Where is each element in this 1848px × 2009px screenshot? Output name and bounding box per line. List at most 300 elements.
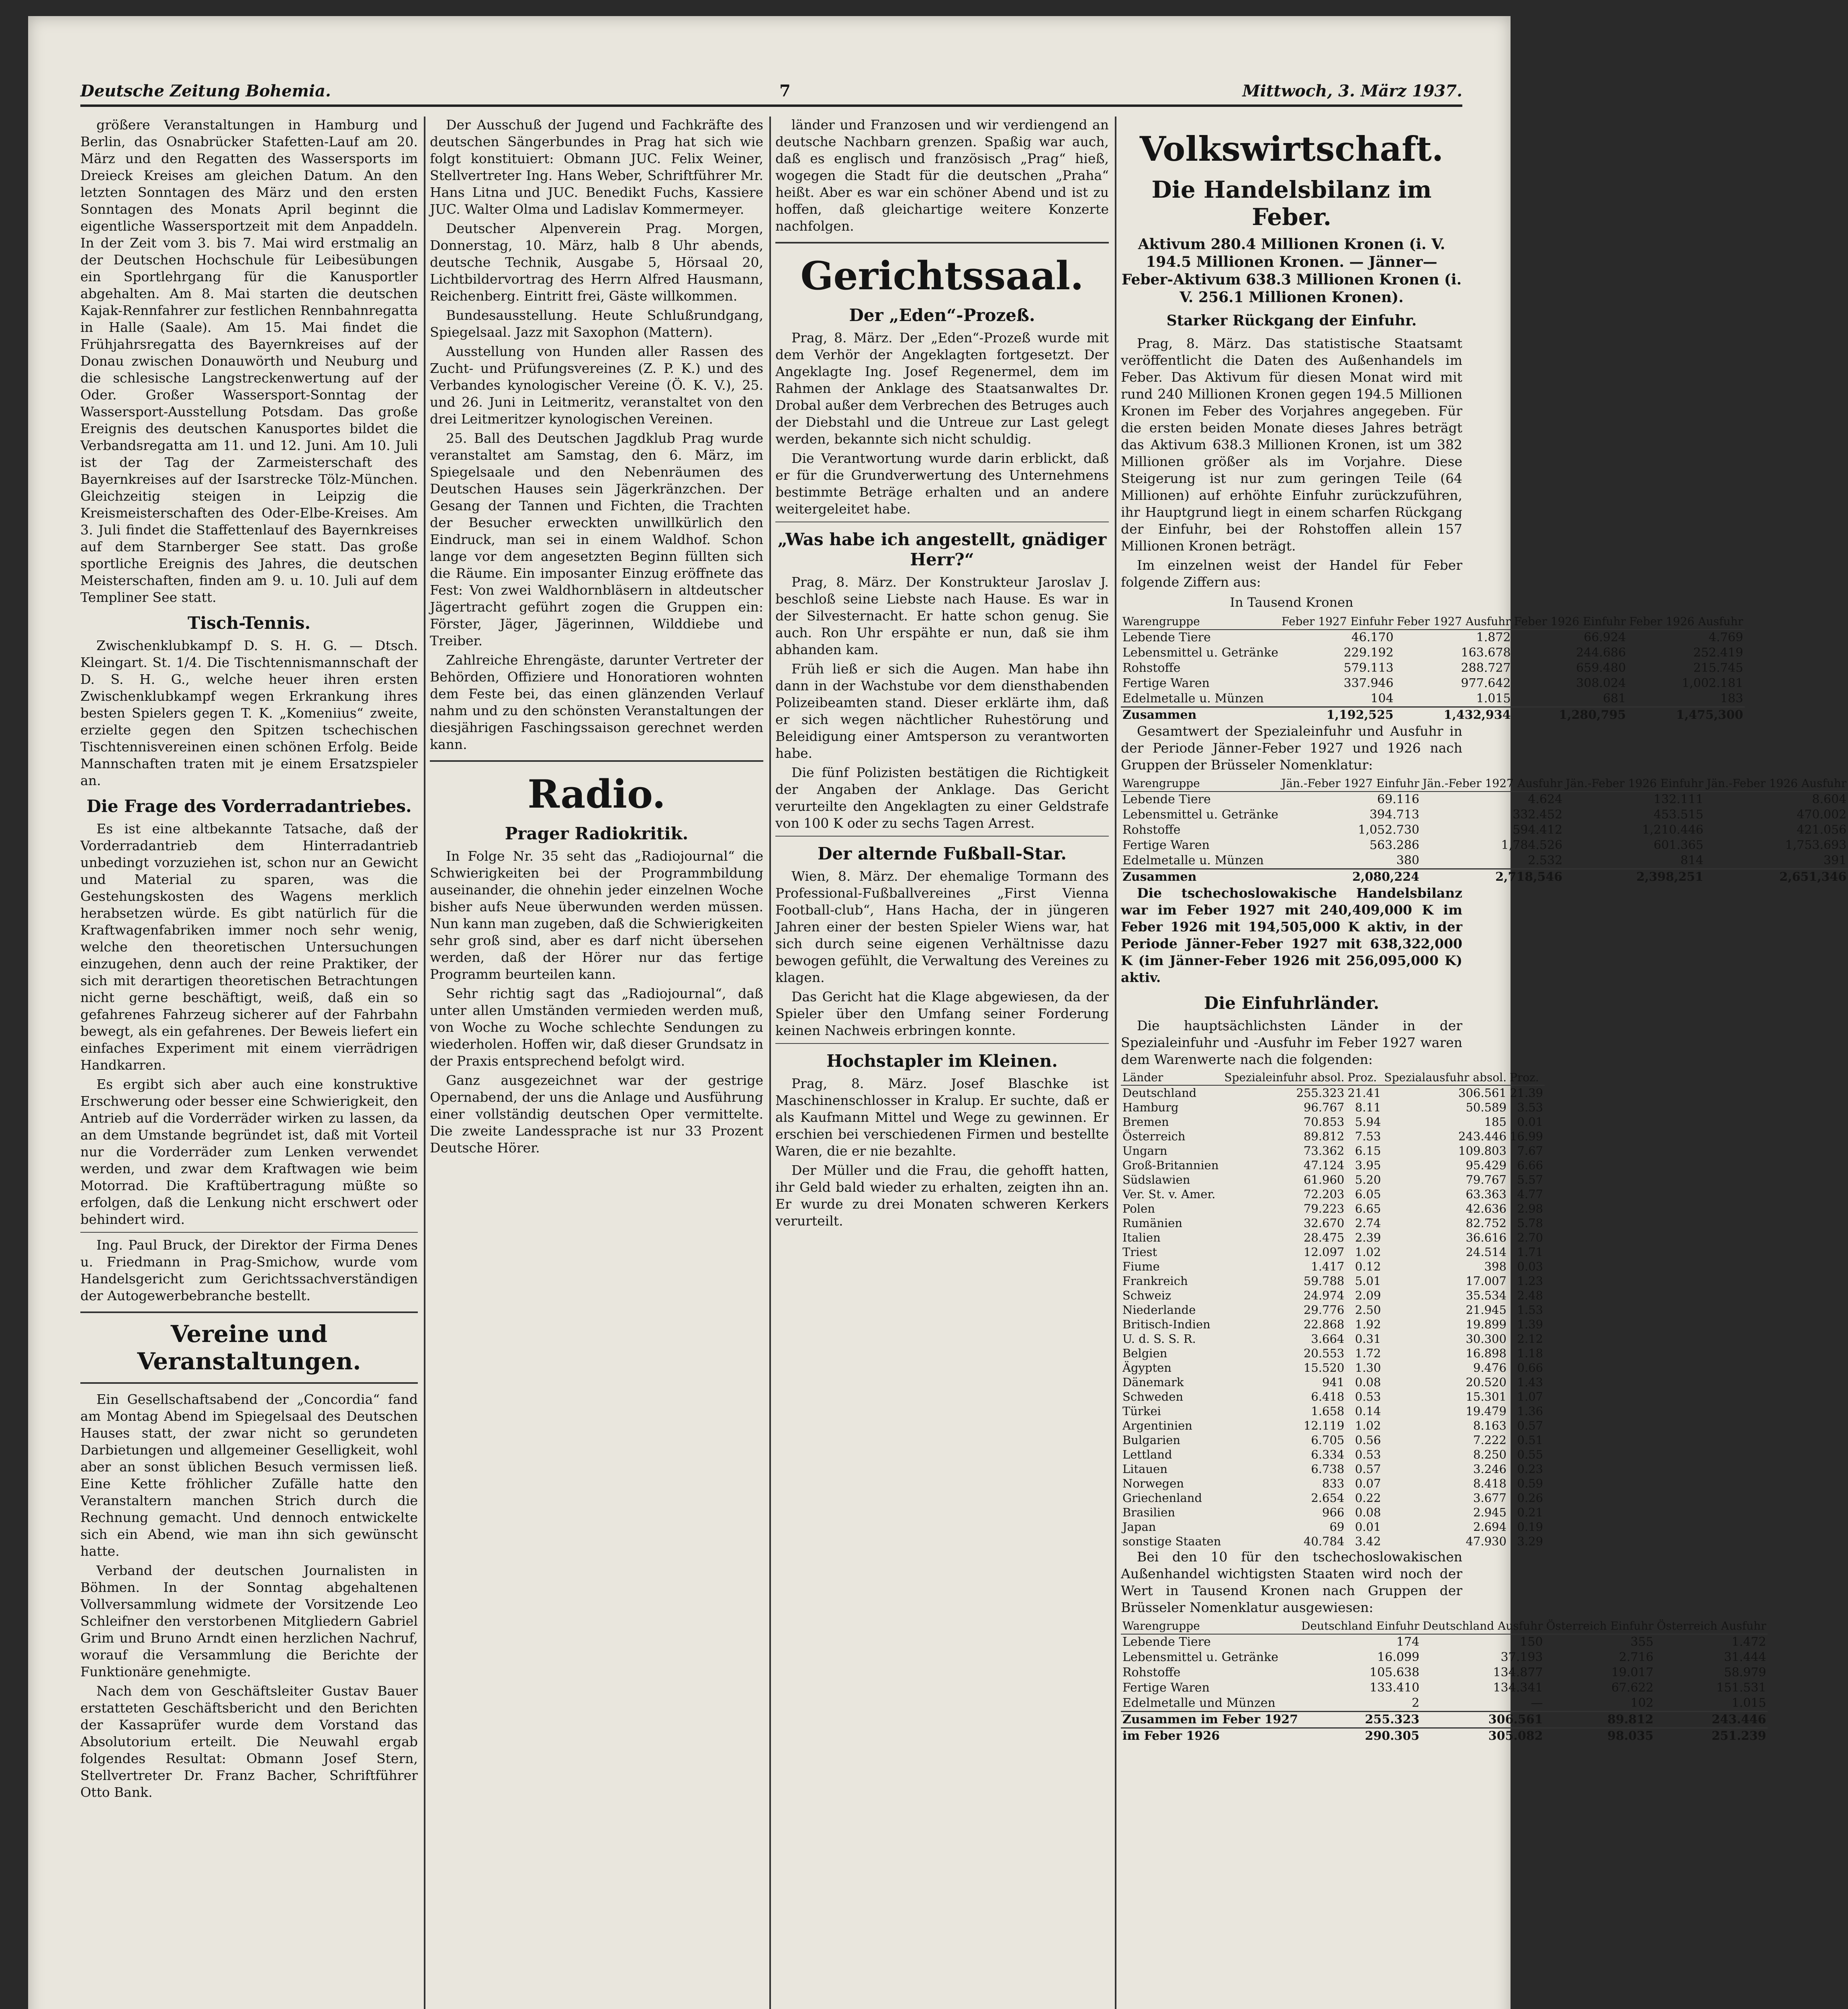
table-cell: 579.113 xyxy=(1343,661,1394,675)
table-cell: 32.670 xyxy=(1303,1216,1345,1230)
table-row xyxy=(1121,1505,1545,1520)
table-cell: 306.561 xyxy=(1421,1712,1544,1728)
table-cell: 0.51 xyxy=(1517,1433,1543,1447)
table-cell: Lebende Tiere xyxy=(1122,630,1211,644)
table-cell: 46.170 xyxy=(1351,630,1394,644)
paragraph: größere Veranstaltungen in Hamburg und Berlin, das Osnabrücker Stafetten-Lauf am 20. März und den Regatten des Wassersports im Dreieck Kreises am gleichen Datum. An den letzten Sonntagen des März und den ersten Sonntagen des Monats April beginnt die eigentliche Wassersportzeit mit dem Anpaddeln. In der Zeit vom 3. bis 7. Mai wird erstmalig an der Deutschen Hochschule für Leibesübungen ein Sportlehrgang für die Kanusportler abgehalten. Am 8. Mai starten die deutschen Kajak-Rennfahrer zur festlichen Rennbahnregatta in Halle (Saale). Am 15. Mai findet die Frühjahrsregatta des Bayernkreises auf der Donau zwischen Donauwörth und Neuburg und die schlesische Langstreckenwertung auf der Oder. Großer Wassersport-Sonntag der Wassersport-Ausstellung Potsdam. Das große Ereignis des deutschen Kanusportes bildet die Verbandsregatta am 11. und 12. Juni. Am 10. Juli ist der Tag der Zarmeisterschaft des Bayernkreises auf der Isarstrecke Tölz-München. Gleichzeitig steigen in Leipzig die Kreismeisterschaften des Oder-Elbe-Kreises. Am 3. Juli findet die Staffettenlauf des Bayernkreises auf dem Starnberger See statt. Das große sportliche Ereignis des Jahres, die deutschen Meisterschaften, finden am 9. u. 10. Juli auf dem Templiner See statt. xyxy=(80,117,418,605)
paragraph: Prag, 8. März. Der „Eden“-Prozeß wurde mit dem Verhör der Angeklagten fortgesetzt. Der Angeklagte Ing. Josef Regenermel, dem im Rahmen der Anklage des Staatsanwaltes Dr. Drobal außer dem Verbrechen des Betruges auch der Diebstahl und die Untreue zur Last gelegt werden, bekannte sich nicht schuldig. xyxy=(775,330,1109,447)
table-cell: 3.42 xyxy=(1355,1534,1381,1548)
table-cell: 17.007 xyxy=(1466,1274,1507,1288)
paragraph: Bundesausstellung. Heute Schlußrundgang, Spiegelsaal. Jazz mit Saxophon (Mattern). xyxy=(430,307,763,340)
table-cell: 0.55 xyxy=(1517,1448,1543,1461)
table-cell: Edelmetalle u. Münzen xyxy=(1122,691,1264,706)
table-cell: 6.334 xyxy=(1311,1448,1345,1461)
table-cell: 5.01 xyxy=(1355,1274,1381,1288)
table-cell: 355 xyxy=(1630,1635,1654,1649)
table-row xyxy=(1121,1680,1768,1696)
column-4 xyxy=(1121,117,1847,2009)
table-cell: 0.08 xyxy=(1355,1375,1381,1389)
table-cell: 1.71 xyxy=(1517,1245,1543,1259)
table-cell: 21.39 xyxy=(1509,1086,1543,1100)
paragraph: Prag, 8. März. Josef Blaschke ist Maschinenschlosser in Kralup. Er suchte, daß er als Kaufmann Mittel und Wege zu gewinnen. Er erschien bei verschiedenen Firmen und bestellte Waren, die er nie bezahlte. xyxy=(775,1076,1109,1159)
table-cell: 7.67 xyxy=(1517,1144,1543,1158)
article-heading-was-habe-ich: „Was habe ich angestellt, gnädiger Herr?“ xyxy=(777,530,1107,569)
table-cell: Zusammen im Feber 1927 xyxy=(1121,1712,1300,1728)
table-row xyxy=(1121,1433,1545,1447)
table-cell: 2,718,546 xyxy=(1421,869,1564,885)
table-cell: 98.035 xyxy=(1545,1728,1655,1744)
table-cell: 6.705 xyxy=(1311,1433,1345,1447)
table-cell: 0.07 xyxy=(1355,1477,1381,1490)
table-cell: 0.23 xyxy=(1517,1462,1543,1476)
column-1 xyxy=(80,117,418,2009)
table-cell: 1.39 xyxy=(1517,1318,1543,1331)
table-cell: 151.531 xyxy=(1716,1681,1766,1695)
table-row xyxy=(1121,1665,1768,1680)
table-cell: Deutschland xyxy=(1122,1086,1197,1100)
table-cell: 30.300 xyxy=(1466,1332,1507,1346)
table-row xyxy=(1121,1462,1545,1476)
column-rule xyxy=(424,117,425,2009)
table-cell: 102 xyxy=(1630,1696,1654,1710)
table-cell: 69.116 xyxy=(1377,792,1420,806)
table-row xyxy=(1121,1216,1545,1230)
paragraph: Die tschechoslowakische Handelsbilanz war im Feber 1927 mit 240,409,000 K im Feber 1926 mit 194,505,000 K aktiv, in der Periode Jänner-Feber 1927 mit 638,322,000 K (im Jänner-Feber 1926 mit 256,095,000 K) aktiv. xyxy=(1121,885,1462,985)
divider xyxy=(80,1232,418,1233)
table-cell: 15.520 xyxy=(1303,1361,1345,1375)
table-cell: 563.286 xyxy=(1369,838,1420,852)
table-cell: Rohstoffe xyxy=(1122,823,1181,837)
paragraph: Verband der deutschen Journalisten in Böhmen. In der Sonntag abgehaltenen Vollversammlung widmete der Vorsitzende Leo Schleifner den verstorbenen Mitgliedern Gabriel Grim und Bruno Arndt einen herzlichen Nachruf, worauf die Versammlung die Berichte der Funktionäre genehmigte. xyxy=(80,1563,418,1680)
paragraph: Ein Gesellschaftsabend der „Concordia“ fand am Montag Abend im Spiegelsaal des Deutschen Hauses statt, der zwar nicht so gerundeten Darbietungen und allgemeiner Geselligkeit, wohl aber an sonst üblichen Besuch vermissen ließ. Eine Kette fröhlicher Zufälle hatte den Veranstaltern manchen Strich durch die Rechnung gemacht. Und dennoch entwickelte sich ein Abend, wie man ihn sich gewünscht hatte. xyxy=(80,1391,418,1559)
table-header-cell: Jän.-Feber 1927 Einfuhr xyxy=(1280,776,1421,792)
table-cell: 2 xyxy=(1412,1696,1420,1710)
table-cell: 659.480 xyxy=(1576,661,1626,675)
divider xyxy=(430,760,763,762)
table-row xyxy=(1121,1520,1545,1534)
table-cell: Edelmetalle und Münzen xyxy=(1122,1696,1276,1710)
table-row xyxy=(1121,1534,1545,1549)
table-cell: Japan xyxy=(1122,1520,1156,1534)
table-cell: 20.553 xyxy=(1303,1346,1345,1360)
table-cell: 394.713 xyxy=(1369,808,1420,822)
table-cell: 306.561 xyxy=(1458,1086,1507,1100)
table-cell: 1.30 xyxy=(1355,1361,1381,1375)
table-row xyxy=(1121,1650,1768,1665)
table-cell: 3.677 xyxy=(1473,1491,1507,1505)
table-cell: 977.642 xyxy=(1461,676,1511,690)
table-cell: 3.29 xyxy=(1517,1534,1543,1548)
table-cell: 19.899 xyxy=(1466,1318,1507,1331)
table-cell: 1,002.181 xyxy=(1682,676,1744,690)
table-cell: Polen xyxy=(1122,1202,1155,1215)
table-cell: 95.429 xyxy=(1466,1158,1507,1172)
article-heading-eden: Der „Eden“-Prozeß. xyxy=(849,305,1035,325)
table-cell: 290.305 xyxy=(1300,1728,1421,1744)
table-cell: 8.604 xyxy=(1812,792,1847,806)
table-cell: 6.65 xyxy=(1355,1202,1381,1215)
table-cell: Griechenland xyxy=(1122,1491,1202,1505)
paragraph: Im einzelnen weist der Handel für Feber folgende Ziffern aus: xyxy=(1121,557,1462,590)
paragraph: Es ist eine altbekannte Tatsache, daß der Vorderradantrieb dem Hinterradantrieb unbedingt vorzuziehen ist, schon nur an Gewicht und Material zu sparen, was die Gestehungskosten des Wagens merklich herabsetzen würde. Es gibt natürlich für die Kraftwagenfabriken immer noch sehr wenig, welche den theoretischen Untersuchungen einzugehen, denn auch der reine Praktiker, der sich mit derartigen theoretischen Betrachtungen nicht gerne beschäftigt, weiß, daß ein so gefahrenes Fahrzeug sicherer auf der Fahrbahn bewegt, als ein gefahrenes. Der Beweis liefert ein einfaches Experiment mit einem vierrädrigen Handkarren. xyxy=(80,821,418,1073)
table-cell: 0.19 xyxy=(1517,1520,1543,1534)
table-cell: Frankreich xyxy=(1122,1274,1188,1288)
table-cell: 5.20 xyxy=(1355,1173,1381,1187)
table-cell: 1.43 xyxy=(1517,1375,1543,1389)
paragraph: Ganz ausgezeichnet war der gestrige Opernabend, der uns die Anlage und Ausführung einer vollständig deutschen Oper vermittelte. Die zweite Landessprache ist nur 33 Prozent Deutsche Hörer. xyxy=(430,1072,763,1156)
table-row xyxy=(1121,1158,1545,1172)
issue-date: Mittwoch, 3. März 1937. xyxy=(1242,82,1462,100)
table-cell: 21.945 xyxy=(1466,1303,1507,1317)
paragraph: Ausstellung von Hunden aller Rassen des Zucht- und Prüfungsvereines (Z. P. K.) und des Verbandes kynologischer Vereine (Ö. K. V.), 25. und 26. Juni in Leitmeritz, veranstaltet von den drei Leitmeritzer kynologischen Vereinen. xyxy=(430,344,763,427)
table-cell: 66.924 xyxy=(1584,630,1626,644)
table-cell: 1.417 xyxy=(1311,1260,1345,1273)
paragraph: Nach dem von Geschäftsleiter Gustav Bauer erstatteten Geschäftsbericht und den Berichten der Kassaprüfer wurde dem Vorstand das Absolutorium erteilt. Die Neuwahl ergab folgendes Resultat: Obmann Josef Stern, Stellvertreter Dr. Franz Bacher, Schriftführer Otto Bank. xyxy=(80,1683,418,1800)
table-cell: 255.323 xyxy=(1296,1086,1345,1100)
article-sublead: Starker Rückgang der Einfuhr. xyxy=(1166,312,1417,329)
table-cell: 1.36 xyxy=(1517,1404,1543,1418)
table-cell: 8.418 xyxy=(1473,1477,1507,1490)
table-cell: 0.08 xyxy=(1355,1506,1381,1519)
section-heading-volkswirtschaft: Volkswirtschaft. xyxy=(1139,129,1444,169)
table-header-cell: Jän.-Feber 1927 Ausfuhr xyxy=(1421,776,1564,792)
table-total-row xyxy=(1121,1728,1768,1744)
table-cell: 681 xyxy=(1603,691,1626,706)
table-cell: 73.362 xyxy=(1303,1144,1345,1158)
table-cell: 966 xyxy=(1322,1506,1345,1519)
table-cell: 4.769 xyxy=(1709,630,1744,644)
table-row xyxy=(1121,1375,1545,1389)
table-cell: Lebensmittel u. Getränke xyxy=(1122,808,1279,822)
table-cell: 1.015 xyxy=(1731,1696,1766,1710)
table-cell: 47.930 xyxy=(1466,1534,1507,1548)
table-cell: Hamburg xyxy=(1122,1101,1179,1114)
divider xyxy=(775,1043,1109,1044)
table-cell: 67.622 xyxy=(1611,1681,1654,1695)
table-cell: 5.78 xyxy=(1517,1216,1543,1230)
table-cell: 288.727 xyxy=(1461,661,1511,675)
table-cell: Niederlande xyxy=(1122,1303,1196,1317)
table-row xyxy=(1121,1491,1545,1505)
table-cell: 0.03 xyxy=(1517,1260,1543,1273)
table-row xyxy=(1121,630,1745,645)
table-cell: Bremen xyxy=(1122,1115,1169,1129)
table-cell: 0.21 xyxy=(1517,1506,1543,1519)
article-heading-fussball: Der alternde Fußball-Star. xyxy=(818,844,1067,863)
table-cell: 0.01 xyxy=(1517,1115,1543,1129)
table-cell: 421.056 xyxy=(1797,823,1847,837)
table-cell: 215.745 xyxy=(1693,661,1744,675)
divider xyxy=(775,242,1109,243)
table-cell: Ägypten xyxy=(1122,1361,1171,1375)
paragraph: Die Verantwortung wurde darin erblickt, daß er für die Grundverwertung des Unternehmens bestimmte Beträge erhalten und an andere weitergeleitet habe. xyxy=(775,450,1109,517)
table-cell: 1,052.730 xyxy=(1358,823,1420,837)
table-cell: 183 xyxy=(1720,691,1744,706)
table-row xyxy=(1121,676,1745,691)
paragraph: Ing. Paul Bruck, der Direktor der Firma Denes u. Friedmann in Prag-Smichow, wurde vom Handelsgericht zum Gerichtssachverständigen der Autogewerbebranche bestellt. xyxy=(80,1237,418,1303)
table-cell: Argentinien xyxy=(1122,1419,1192,1432)
table-cell: 255.323 xyxy=(1300,1712,1421,1728)
table-cell: 19.017 xyxy=(1611,1665,1654,1680)
table-cell: 2.945 xyxy=(1473,1506,1507,1519)
table-row xyxy=(1121,661,1745,676)
table-cell: 79.767 xyxy=(1466,1173,1507,1187)
table-row xyxy=(1121,1100,1545,1115)
table-cell: 37.193 xyxy=(1500,1650,1543,1664)
table-cell: 3.53 xyxy=(1517,1101,1543,1114)
article-lead: Aktivum 280.4 Millionen Kronen (i. V. 194.5 Millionen Kronen. — Jänner—Feber-Aktivum 638.3 Millionen Kronen (i. V. 256.1 Millionen Kronen). xyxy=(1121,236,1462,306)
table-cell: 79.223 xyxy=(1303,1202,1345,1215)
table-cell: 2.716 xyxy=(1619,1650,1654,1664)
table-cell: 601.365 xyxy=(1654,838,1704,852)
table-row xyxy=(1121,1274,1545,1288)
table-cell: 337.946 xyxy=(1343,676,1394,690)
paragraph: Sehr richtig sagt das „Radiojournal“, daß unter allen Umständen vermieden werden muß, von Woche zu Woche schlechte Sendungen zu wiederholen. Hoffen wir, daß dieser Grundsatz in der Praxis entsprechend befolgt wird. xyxy=(430,986,763,1069)
newspaper-name: Deutsche Zeitung Bohemia. xyxy=(80,82,331,100)
table-cell: — xyxy=(1531,1696,1543,1710)
paragraph: Der Müller und die Frau, die gehofft hatten, ihr Geld bald wieder zu erhalten, zeigten ihn an. Er wurde zu drei Monaten schweren Kerkers verurteilt. xyxy=(775,1162,1109,1229)
table-caption: In Tausend Kronen xyxy=(1230,595,1353,610)
table-cell: 16.099 xyxy=(1377,1650,1420,1664)
table-header-cell: Warengruppe xyxy=(1121,776,1280,792)
paragraph: Prag, 8. März. Das statistische Staatsamt veröffentlicht die Daten des Außenhandels im Feber. Das Aktivum für diesen Monat wird mit rund 240 Millionen Kronen gegen 194.5 Millionen Kronen im Feber des Vorjahres angegeben. Für die ersten beiden Monate dieses Jahres beträgt das Aktivum 638.3 Millionen Kronen, ist um 382 Millionen größer als im Vorjahre. Diese Steigerung ist nur zum geringen Teile (64 Millionen) auf erhöhte Einfuhr zurückzuführen, ihr Hauptgrund liegt in einem scharfen Rückgang der Einfuhr, bei der Rohstoffen allein 157 Millionen Kronen beträgt. xyxy=(1121,336,1462,554)
column-rule xyxy=(769,117,771,2009)
page-header xyxy=(80,76,1462,107)
table-row xyxy=(1121,1085,1545,1100)
table-row xyxy=(1121,1172,1545,1187)
table-cell: Rohstoffe xyxy=(1122,1665,1181,1680)
table-cell: 58.979 xyxy=(1724,1665,1766,1680)
table-cell: 2.09 xyxy=(1355,1289,1381,1302)
table-cell: 2,080,224 xyxy=(1280,869,1421,885)
table-cell: 941 xyxy=(1322,1375,1345,1389)
table-row xyxy=(1121,1187,1545,1201)
table-cell: 29.776 xyxy=(1303,1303,1345,1317)
table-row xyxy=(1121,1115,1545,1129)
table-cell: 8.11 xyxy=(1355,1101,1381,1114)
table-cell: Lettland xyxy=(1122,1448,1172,1461)
paragraph: Bei den 10 für den tschechoslowakischen Außenhandel wichtigsten Staaten wird noch der Wert in Tausend Kronen nach Gruppen der Brüsseler Nomenklatur ausgewiesen: xyxy=(1121,1549,1462,1615)
table-cell: 185 xyxy=(1484,1115,1507,1129)
table-cell: 2.98 xyxy=(1517,1202,1543,1215)
table-cell: 174 xyxy=(1396,1635,1420,1649)
table-row xyxy=(1121,1476,1545,1491)
table-cell: 89.812 xyxy=(1303,1129,1345,1143)
table-cell: 1,753.693 xyxy=(1785,838,1847,852)
table-cell: 20.520 xyxy=(1466,1375,1507,1389)
table-row xyxy=(1121,1389,1545,1404)
table-cell: 9.476 xyxy=(1473,1361,1507,1375)
table-cell: 2.74 xyxy=(1355,1216,1381,1230)
table-cell: 6.418 xyxy=(1311,1390,1345,1403)
table-row xyxy=(1121,1696,1768,1712)
column-2 xyxy=(430,117,763,2009)
paragraph: Die hauptsächlichsten Länder in der Spezialeinfuhr und -Ausfuhr im Feber 1927 waren dem Warenwerte nach die folgenden: xyxy=(1121,1018,1462,1067)
divider xyxy=(80,1311,418,1313)
table-cell: Fertige Waren xyxy=(1122,838,1210,852)
paragraph: Zwischenklubkampf D. S. H. G. — Dtsch. Kleingart. St. 1/4. Die Tischtennismannschaft der D. S. H. G., welche heuer ihren ersten Zwischenklubkampf wegen Erkrankung ihres besten Spielers gegen T. K. „Komeniius“ zweite, erzielte gegen den Spitzen tschechischen Tischtennisvereinen einen schönen Erfolg. Beide Mannschaften traten mit je einem Ersatzspieler an. xyxy=(80,638,418,788)
table-cell: 31.444 xyxy=(1724,1650,1766,1664)
table-cell: 82.752 xyxy=(1466,1216,1507,1230)
table-header-cell: Proz. xyxy=(1346,1070,1382,1085)
table-cell: 243.446 xyxy=(1655,1712,1768,1728)
table-cell: sonstige Staaten xyxy=(1122,1534,1221,1548)
table-row xyxy=(1121,1129,1545,1144)
table-header-cell: Österreich Ausfuhr xyxy=(1655,1618,1768,1634)
table-cell: 133.410 xyxy=(1370,1681,1420,1695)
paragraph: Das Gericht hat die Klage abgewiesen, da der Spieler über den Umfang seiner Forderung keinen Nachweis erbringen konnte. xyxy=(775,989,1109,1038)
paragraph: Gesamtwert der Spezialeinfuhr und Ausfuhr in der Periode Jänner-Feber 1927 und 1926 nach Gruppen der Brüsseler Nomenklatur: xyxy=(1121,723,1462,773)
table-cell: Belgien xyxy=(1122,1346,1167,1360)
table-cell: 72.203 xyxy=(1303,1187,1345,1201)
table-cell: 0.53 xyxy=(1355,1390,1381,1403)
table-cell: 63.363 xyxy=(1466,1187,1507,1201)
table-cell: 8.250 xyxy=(1473,1448,1507,1461)
table-cell: Groß-Britannien xyxy=(1122,1158,1219,1172)
table-row xyxy=(1121,1201,1545,1216)
table-cell: 89.812 xyxy=(1545,1712,1655,1728)
section-heading-tischtennis: Tisch-Tennis. xyxy=(188,613,311,633)
section-heading-vereine: Vereine und Veranstaltungen. xyxy=(137,1320,361,1375)
table-cell: 2,398,251 xyxy=(1564,869,1705,885)
table-cell: 1.015 xyxy=(1476,691,1511,706)
table-cell: 134.341 xyxy=(1493,1681,1543,1695)
table-cell: 7.222 xyxy=(1473,1433,1507,1447)
table-header-cell: Feber 1926 Einfuhr xyxy=(1513,614,1628,630)
table-row xyxy=(1121,1447,1545,1462)
paragraph: Wien, 8. März. Der ehemalige Tormann des Professional-Fußballvereines „First Vienna Football-club“, Hans Hacha, der in jüngeren Jahren einer der besten Spieler Wiens war, hat sich durch seine eigenen Verhältnisse dazu bewogen gefühlt, die Verwaltung des Vereines zu klagen. xyxy=(775,868,1109,985)
table-cell: 24.974 xyxy=(1303,1289,1345,1302)
table-row xyxy=(1121,1259,1545,1274)
table-cell: U. d. S. S. R. xyxy=(1122,1332,1196,1346)
table-cell: 1,784.526 xyxy=(1501,838,1563,852)
table-cell: 150 xyxy=(1520,1635,1543,1649)
table-cell: Zusammen xyxy=(1121,869,1280,885)
table-cell: 814 xyxy=(1680,853,1704,867)
table-cell: 61.960 xyxy=(1303,1173,1345,1187)
table-cell: 1.23 xyxy=(1517,1274,1543,1288)
table-row xyxy=(1121,822,1848,838)
trade-table-feber xyxy=(1121,614,1745,723)
table-cell: 0.57 xyxy=(1355,1462,1381,1476)
table-cell: 833 xyxy=(1322,1477,1345,1490)
paragraph: Früh ließ er sich die Augen. Man habe ihn dann in der Wachstube vor dem diensthabenden Polizeibeamten stand. Dieser erklärte ihm, daß er sich wegen nächtlicher Ruhestörung und Beleidigung einer Amtsperson zu verantworten habe. xyxy=(775,661,1109,761)
paragraph: In Folge Nr. 35 seht das „Radiojournal“ die Schwierigkeiten bei der Programmbildung auseinander, die ohnehin jeder einzelnen Woche bisher aufs Neue überwunden werden müssen. Nun kann man zugeben, daß die Schwierigkeiten sehr groß sind, aber es darf nicht übersehen werden, daß der Hörer nur das fertige Programm beurteilen kann. xyxy=(430,848,763,982)
table-cell: Ungarn xyxy=(1122,1144,1167,1158)
table-cell: 251.239 xyxy=(1655,1728,1768,1744)
table-cell: 2.12 xyxy=(1517,1332,1543,1346)
table-cell: 6.738 xyxy=(1311,1462,1345,1476)
table-header-cell: Feber 1927 Ausfuhr xyxy=(1395,614,1513,630)
table-cell: Schweiz xyxy=(1122,1289,1171,1302)
table-cell: 59.788 xyxy=(1303,1274,1345,1288)
table-cell: Lebensmittel u. Getränke xyxy=(1122,646,1279,660)
table-header-cell: Länder xyxy=(1121,1070,1222,1085)
divider xyxy=(775,836,1109,837)
table-cell: 5.94 xyxy=(1355,1115,1381,1129)
table-cell: 308.024 xyxy=(1576,676,1626,690)
table-cell: 2.50 xyxy=(1355,1303,1381,1317)
table-row xyxy=(1121,1404,1545,1418)
table-cell: 332.452 xyxy=(1513,808,1563,822)
table-cell: Lebende Tiere xyxy=(1122,792,1211,806)
table-cell: Edelmetalle u. Münzen xyxy=(1122,853,1264,867)
table-cell: 1,210.446 xyxy=(1642,823,1704,837)
table-header-cell: Jän.-Feber 1926 Ausfuhr xyxy=(1705,776,1848,792)
paragraph: Es ergibt sich aber auch eine konstruktive Erschwerung oder besser eine Schwierigkeit, den Antrieb auf die Vorderräder wirken zu lassen, da an dem Umstande begründet ist, daß mit Vorteil nur die Vorderräder zum Lenken verwendet werden, und zwar dem Kraftwagen wie beim Motorrad. Die Kraftübertragung müßte so erfolgen, daß die Lenkung nicht erschwert oder behindert wird. xyxy=(80,1076,418,1227)
table-cell: 42.636 xyxy=(1466,1202,1507,1215)
table-cell: 0.26 xyxy=(1517,1491,1543,1505)
table-cell: 16.99 xyxy=(1509,1129,1543,1143)
table-cell: 2.532 xyxy=(1528,853,1563,867)
table-cell: 96.767 xyxy=(1303,1101,1345,1114)
table-row xyxy=(1121,807,1848,822)
table-cell: 15.301 xyxy=(1466,1390,1507,1403)
table-cell: 4.77 xyxy=(1517,1187,1543,1201)
table-cell: Schweden xyxy=(1122,1390,1184,1403)
countries-table xyxy=(1121,1070,1545,1549)
column-3 xyxy=(775,117,1109,2009)
table-cell: 305.082 xyxy=(1421,1728,1544,1744)
table-cell: Lebensmittel u. Getränke xyxy=(1122,1650,1279,1664)
table-total-row xyxy=(1121,1712,1768,1728)
section-heading-gerichtssaal: Gerichtssaal. xyxy=(800,253,1084,299)
newspaper-page xyxy=(28,16,1847,2009)
table-row xyxy=(1121,853,1848,869)
table-cell: im Feber 1926 xyxy=(1121,1728,1300,1744)
divider xyxy=(80,1382,418,1384)
table-cell: 12.097 xyxy=(1303,1245,1345,1259)
table-cell: 380 xyxy=(1396,853,1420,867)
table-cell: 1.472 xyxy=(1731,1635,1766,1649)
paragraph: Prag, 8. März. Der Konstrukteur Jaroslav J. beschloß seine Liebste nach Hause. Es war in der Silvesternacht. Er hatte schon genug. Sie auch. Ron Uhr erspähte er nun, daß sie ihm abhanden kam. xyxy=(775,574,1109,657)
table-cell: 2.654 xyxy=(1311,1491,1345,1505)
table-cell: 1,432,934 xyxy=(1395,707,1513,723)
table-cell: Ver. St. v. Amer. xyxy=(1122,1187,1216,1201)
table-cell: Türkei xyxy=(1122,1404,1161,1418)
table-cell: 0.53 xyxy=(1355,1448,1381,1461)
table-cell: 50.589 xyxy=(1466,1101,1507,1114)
table-cell: Brasilien xyxy=(1122,1506,1175,1519)
table-row xyxy=(1121,1288,1545,1303)
table-cell: 3.664 xyxy=(1311,1332,1345,1346)
column-rule xyxy=(1115,117,1116,2009)
table-cell: 0.56 xyxy=(1355,1433,1381,1447)
table-cell: 16.898 xyxy=(1466,1346,1507,1360)
table-row xyxy=(1121,838,1848,853)
paragraph: Zahlreiche Ehrengäste, darunter Vertreter der Behörden, Offiziere und Honoratioren wohnten dem Feste bei, das einen glänzenden Verlauf nahm und zu den schönsten Veranstaltungen der diesjährigen Faschingssaison gerechnet werden kann. xyxy=(430,652,763,752)
table-cell: 12.119 xyxy=(1303,1419,1345,1432)
table-cell: 243.446 xyxy=(1458,1129,1507,1143)
table-cell: 5.57 xyxy=(1517,1173,1543,1187)
table-cell: Britisch-Indien xyxy=(1122,1318,1210,1331)
table-cell: Italien xyxy=(1122,1231,1161,1244)
table-header-cell: Spezialeinfuhr absol. xyxy=(1222,1070,1346,1085)
table-cell: 0.12 xyxy=(1355,1260,1381,1273)
table-cell: Österreich xyxy=(1122,1129,1186,1143)
table-cell: Fertige Waren xyxy=(1122,676,1210,690)
table-cell: 1.872 xyxy=(1476,630,1511,644)
table-cell: Rumänien xyxy=(1122,1216,1183,1230)
table-header-cell: Feber 1926 Ausfuhr xyxy=(1627,614,1745,630)
table-cell: 1,475,300 xyxy=(1627,707,1745,723)
table-cell: 47.124 xyxy=(1303,1158,1345,1172)
table-cell: 244.686 xyxy=(1576,646,1626,660)
table-row xyxy=(1121,1418,1545,1433)
table-cell: 22.868 xyxy=(1303,1318,1345,1331)
table-cell: 69 xyxy=(1329,1520,1345,1534)
table-cell: 6.66 xyxy=(1517,1158,1543,1172)
